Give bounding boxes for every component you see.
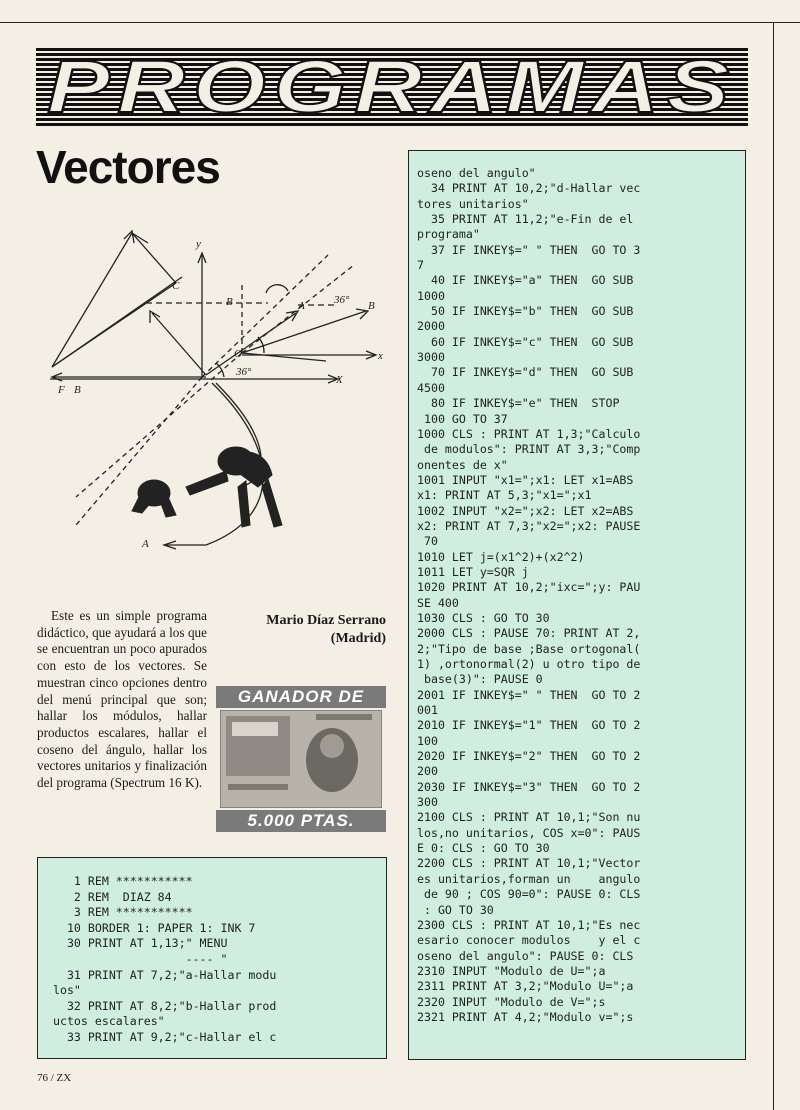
top-rule	[0, 22, 800, 23]
diagram-label-B2: B	[368, 300, 375, 312]
diagram-label-x: x	[378, 350, 383, 362]
author-name: Mario Díaz Serrano	[266, 613, 386, 628]
diagram-label-B3: B	[74, 384, 81, 396]
diagram-angle-2: 36°	[334, 294, 350, 306]
listing-right-code: oseno del angulo" 34 PRINT AT 10,2;"d-Hallar vec tores unitarios" 35 PRINT AT 11,2;"e-Fin de el programa" 37 IF INKEY$=" " THEN GO TO 3 7 40 IF INKEY$="a" THEN GO SUB 1000 50 IF INKEY$="b" THEN GO SUB 2000 60 IF INKEY$="c" THEN GO SUB 3000 70 IF INKEY$="d" THEN GO SUB 4500 80 IF INKEY$="e" THEN STOP 100 GO TO 37 1000 CLS : PRINT AT 1,3;"Calculo de modulos": PRINT AT 3,3;"Comp onentes de x" 1001 INPUT "x1=";x1: LET x1=ABS x1: PRINT AT 5,3;"x1=";x1 1002 INPUT "x2=";x2: LET x2=ABS x2: PRINT AT 7,3;"x2=";x2: PAUSE 70 1010 LET j=(x1^2)+(x2^2) 1011 LET y=SQR j 1020 PRINT AT 10,2;"ixc=";y: PAU SE 400 1030 CLS : GO TO 30 2000 CLS : PAUSE 70: PRINT AT 2, 2;"Tipo de base ;Base ortogonal( 1) ,ortonormal(2) u otro tipo de base(3)": PAUSE 0 2001 IF INKEY$=" " THEN GO TO 2 001 2010 IF INKEY$="1" THEN GO TO 2 100 2020 IF INKEY$="2" THEN GO TO 2 200 2030 IF INKEY$="3" THEN GO TO 2 300 2100 CLS : PRINT AT 10,1;"Son nu los,no unitarios, COS x=0": PAUS E 0: CLS : GO TO 30 2200 CLS : PRINT AT 10,1;"Vector es unitarios,forman un angulo de 90 ; COS 90=0": PAUSE 0: CLS : GO TO 30 2300 CLS : PRINT AT 10,1;"Es nec esario conocer modulos y el c oseno del angulo": PAUSE 0: CLS 2310 INPUT "Modulo de U=";a 2311 PRINT AT 3,2;"Modulo U=";a 2320 INPUT "Modulo de V=";s 2321 PRINT AT 4,2;"Modulo v=";s	[417, 166, 641, 1024]
program-listing-right	[408, 150, 746, 1060]
prize-badge	[216, 686, 386, 832]
banknote-image	[220, 710, 382, 808]
listing-left-code: 1 REM *********** 2 REM DIAZ 84 3 REM *********** 10 BORDER 1: PAPER 1: INK 7 30 PRINT AT 1,13;" MENU ---- " 31 PRINT AT 7,2;"a-Hallar modu los" 32 PRINT AT 8,2;"b-Hallar prod uctos escalares" 33 PRINT AT 9,2;"c-Hallar el c	[52, 874, 277, 1044]
diagram-label-X: X	[336, 374, 343, 386]
article-title: Vectores	[36, 141, 220, 193]
right-rule	[773, 22, 774, 1110]
prize-bottom-label: 5.000 PTAS.	[216, 810, 386, 832]
diagram-label-A2: A	[142, 538, 149, 550]
diagram-label-y: y	[196, 238, 201, 250]
diagram-angle-1: 36°	[236, 366, 252, 378]
program-listing-left	[37, 857, 387, 1059]
author-city: (Madrid)	[330, 631, 386, 646]
article-author	[220, 612, 386, 648]
diagram-label-F: F	[58, 384, 65, 396]
programas-banner	[36, 48, 748, 126]
diagram-label-O: O	[234, 348, 242, 360]
prize-top-label: GANADOR DE	[216, 686, 386, 708]
vector-diagram	[36, 225, 396, 565]
page-number: 76 / ZX	[37, 1072, 72, 1084]
diagram-label-C: C	[172, 280, 180, 292]
banner-title: PROGRAMAS	[47, 48, 737, 126]
article-intro: Este es un simple programa didáctico, que ayudará a los que se encuentran un poco apurados con esto de los vectores. Se muestran cinco opciones dentro del menú principal que son; hallar los módulos, hallar productos escalares, hallar el coseno del ángulo, hallar los vectores unitarios y finalización del programa (Spectrum 16 K).	[37, 608, 207, 791]
diagram-label-A: A	[298, 300, 305, 312]
diagram-label-B: B	[226, 296, 233, 308]
